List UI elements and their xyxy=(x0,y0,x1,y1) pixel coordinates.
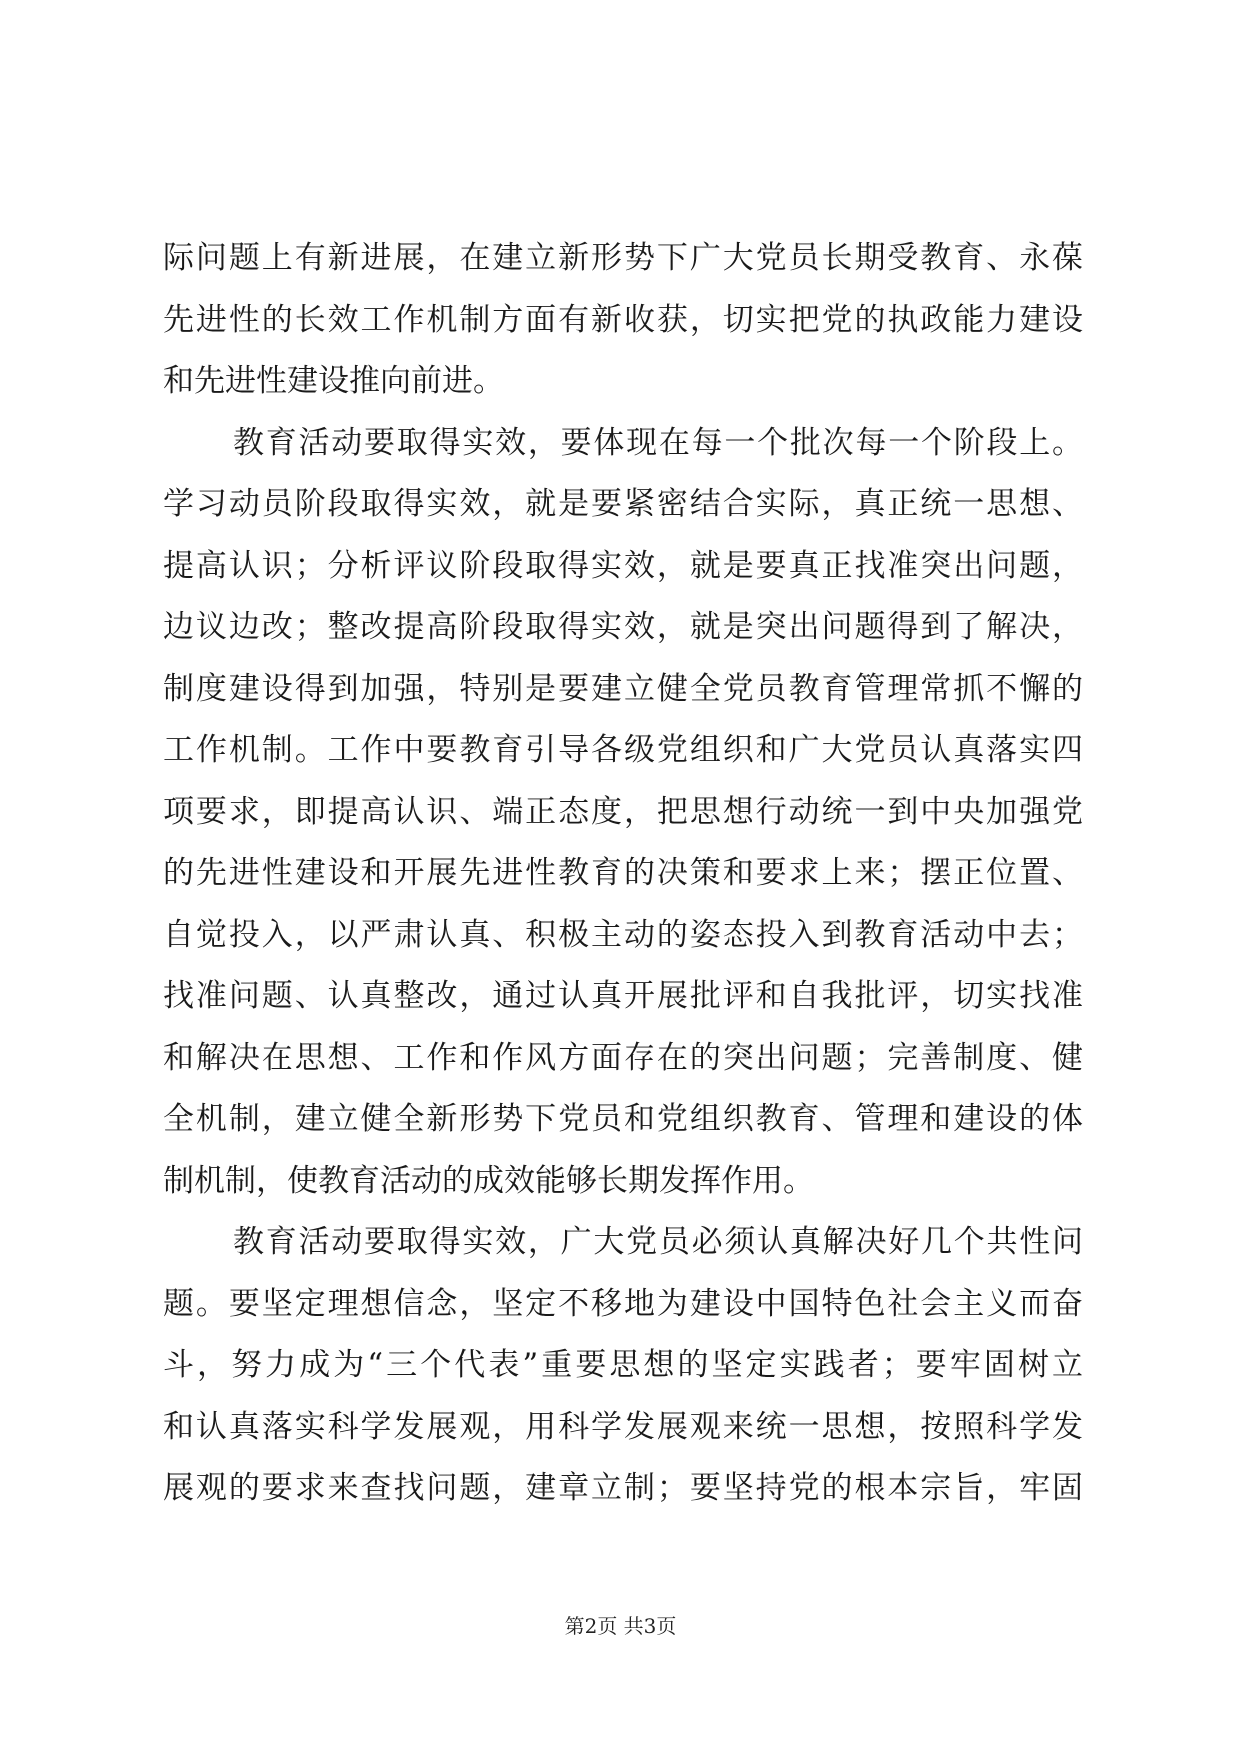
text-line: 工作机制。工作中要教育引导各级党组织和广大党员认真落实四 xyxy=(163,732,1083,768)
body-text xyxy=(163,228,1083,1520)
text-line: 际问题上有新进展，在建立新形势下广大党员长期受教育、永葆 xyxy=(163,240,1083,276)
paragraph-first-line: 教育活动要取得实效，要体现在每一个批次每一个阶段上。 xyxy=(233,424,1083,461)
text-line: 和先进性建设推向前进。 xyxy=(163,363,504,399)
text-line: 全机制，建立健全新形势下党员和党组织教育、管理和建设的体 xyxy=(163,1101,1083,1137)
text-line: 和解决在思想、工作和作风方面存在的突出问题；完善制度、健 xyxy=(163,1039,1083,1076)
text-line: 的先进性建设和开展先进性教育的决策和要求上来；摆正位置、 xyxy=(163,855,1083,891)
paragraph-first-line: 教育活动要取得实效，广大党员必须认真解决好几个共性问 xyxy=(233,1224,1083,1260)
text-line: 制机制，使教育活动的成效能够长期发挥作用。 xyxy=(163,1162,814,1199)
text-line: 边议边改；整改提高阶段取得实效，就是突出问题得到了解决， xyxy=(163,609,1083,645)
text-line: 自觉投入，以严肃认真、积极主动的姿态投入到教育活动中去； xyxy=(163,916,1083,953)
text-line: 找准问题、认真整改，通过认真开展批评和自我批评，切实找准 xyxy=(163,978,1083,1014)
text-line: 提高认识；分析评议阶段取得实效，就是要真正找准突出问题， xyxy=(163,547,1083,584)
text-line: 展观的要求来查找问题，建章立制；要坚持党的根本宗旨，牢固 xyxy=(163,1470,1083,1506)
text-line: 题。要坚定理想信念，坚定不移地为建设中国特色社会主义而奋 xyxy=(163,1285,1083,1322)
text-line: 制度建设得到加强，特别是要建立健全党员教育管理常抓不懈的 xyxy=(163,670,1083,707)
text-line: 先进性的长效工作机制方面有新收获，切实把党的执政能力建设 xyxy=(163,301,1083,338)
text-line: 和认真落实科学发展观，用科学发展观来统一思想，按照科学发 xyxy=(163,1408,1083,1445)
text-line: 项要求，即提高认识、端正态度，把思想行动统一到中央加强党 xyxy=(163,793,1083,830)
text-line: 斗，努力成为“三个代表”重要思想的坚定实践者；要牢固树立 xyxy=(163,1347,1083,1383)
page-number-footer: 第2页 共3页 xyxy=(564,1614,677,1638)
text-line: 学习动员阶段取得实效，就是要紧密结合实际，真正统一思想、 xyxy=(163,486,1083,522)
